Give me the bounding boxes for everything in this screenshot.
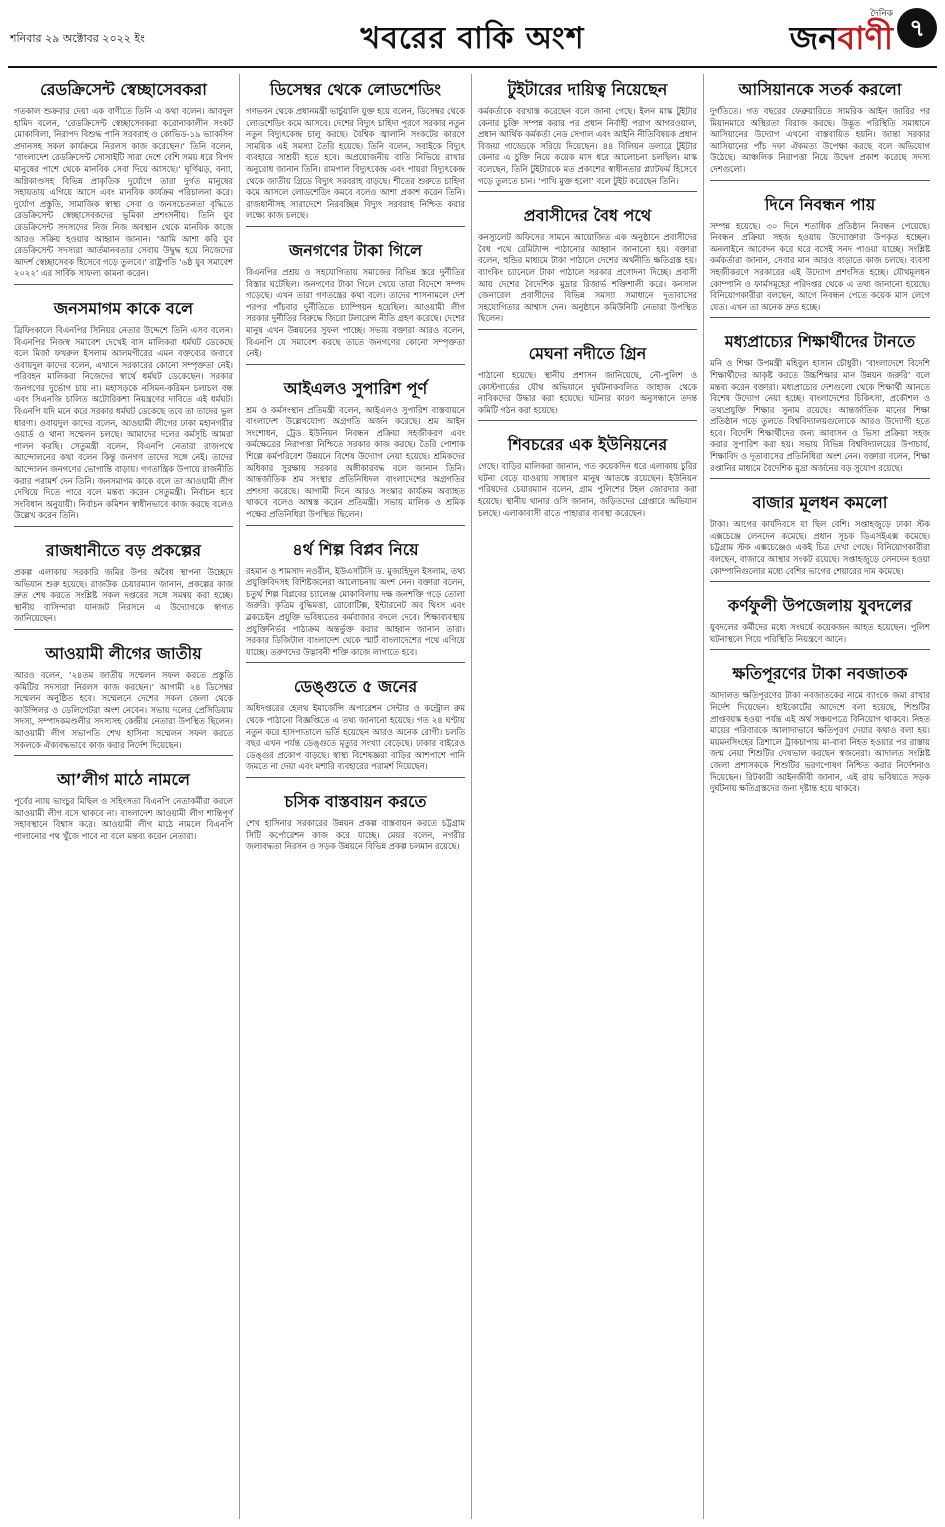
article-body: গণভবন থেকে প্রধানমন্ত্রী ভার্চুয়ালি যুক্ত হয়ে বলেন, ডিসেম্বর থেকে লোডশেডিং কমে আসবে। দেশের বিদ্যুৎ চাহিদা পূরণে সরকার নতুন নতুন বিদ্যুৎকেন্দ্র চালু করছে। বৈশ্বিক জ্বালানি সংকটের কারণে সাময়িক এই সমস্যা তৈরি হয়েছে। তিনি বলেন, সবাইকে বিদ্যুৎ ব্যবহারে সাশ্রয়ী হতে হবে। অপ্রয়োজনীয় বাতি নিভিয়ে রাখার অনুরোধ জানান তিনি। রামপাল বিদ্যুৎকেন্দ্র এবং পায়রা বিদ্যুৎকেন্দ্র থেকে জাতীয় গ্রিডে বিদ্যুৎ সরবরাহ বাড়ছে। শীতের শুরুতে চাহিদা কমে আসলে লোডশেডিং কমবে বলেও আশা প্রকাশ করেন তিনি। রাজধানীসহ সারাদেশে নিরবচ্ছিন্ন বিদ্যুৎ সরবরাহ নিশ্চিত করার লক্ষ্যে কাজ চলছে। [246, 106, 465, 221]
column-4 [704, 74, 936, 1519]
article-headline[interactable]: বাজার মূলধন কমলো [752, 493, 888, 513]
article [710, 74, 930, 181]
header-rule [8, 66, 937, 68]
article [246, 534, 465, 664]
article-body: আরও বলেন, ‘২৪তম জাতীয় সম্মেলন সফল করতে প্রস্তুতি কমিটির সদস্যরা নিরলস কাজ করছেন।’ আগামী ২৪ ডিসেম্বর সম্মেলন অনুষ্ঠিত হবে। সম্মেলনে দেশের সকল জেলা থেকে কাউন্সিলর ও ডেলিগেটরা অংশ নেবেন। সভায় দলের প্রেসিডিয়াম সদস্য, সম্পাদকমণ্ডলীর সদস্যসহ কেন্দ্রীয় নেতারা উপস্থিত ছিলেন। আওয়ামী লীগ সভাপতি শেখ হাসিনা সম্মেলন সফল করতে সকলকে ঐক্যবদ্ধভাবে কাজ করার নির্দেশ দিয়েছেন। [14, 669, 233, 750]
article-divider [14, 284, 233, 285]
article [246, 373, 465, 526]
article [14, 764, 233, 842]
masthead-daily-label: দৈনিক [870, 9, 893, 19]
article-body: গতকাল শুক্রবার দেয়া এক বাণীতে তিনি এ কথা বলেন। আবদুল হামিদ বলেন, ‘রেডক্রিসেন্ট স্বেচ্ছাসেবকরা করোনাকালীন সংকট মোকাবিলা, নিরাপদ বিশুদ্ধ পানি সরবরাহ ও কোভিড-১৯ ভ্যাকসিন প্রদানসহ সকল কার্যক্রমে নিরলস কাজ করেছেন।’ তিনি বলেন, ‘বাংলাদেশ রেডক্রিসেন্ট সোসাইটি সারা দেশে বেশি সময় ধরে বিপদ মানুষের পাশে থেকে মানবিক সেবা দিয়ে আসছে।’ ঘূর্ণিঝড়, বন্যা, অগ্নিকাণ্ডসহ বিভিন্ন প্রাকৃতিক দুর্যোগে তারা দুর্গত মানুষের সহায়তায় এগিয়ে আসে এবং মানবিক কার্যক্রম পরিচালনা করে। দুর্যোগ প্রস্তুতি, সামাজিক স্বাস্থ্য সেবা ও জনসচেতনতা বৃদ্ধিতে রেডক্রিসেন্ট স্বেচ্ছাসেবকদের ভূমিকা প্রশংসনীয়। তিনি যুব রেডক্রিসেন্ট সদস্যদের নিজ নিজ অবস্থান থেকে মানবিক কাজে আরও সক্রিয় হওয়ার আহ্বান জানান। ‘আমি আশা করি যুব রেডক্রিসেন্ট সদস্যরা আর্তমানবতার সেবায় উদ্বুদ্ধ হয়ে নিজেদের আদর্শ স্বেচ্ছাসেবক হিসেবে গড়ে তুলবে।’ রাষ্ট্রপতি ‘৬ষ্ঠ যুব সমাবেশ ২০২২’ এর সার্বিক সাফল্য কামনা করেন। [14, 106, 233, 279]
article-body: আদালত ক্ষতিপূরণের টাকা নবজাতকের নামে ব্যাংকে জমা রাখার নির্দেশ দিয়েছেন। হাইকোর্টের আদেশে বলা হয়েছে, শিশুটির প্রাপ্তবয়স্ক হওয়া পর্যন্ত এই অর্থ সঞ্চয়পত্রে বিনিয়োগ থাকবে। নিহত মায়ের পরিবারকে আলাদাভাবে ক্ষতিপূরণ দেয়ার কথাও বলা হয়। ময়মনসিংহের ত্রিশালে ট্রাকচাপায় মা-বাবা নিহত হওয়ার পর রাস্তায় জন্ম নেয়া শিশুটির দেখভাল করছেন স্বজনেরা। আদালত সংশ্লিষ্ট জেলা প্রশাসককে শিশুটির ভরণপোষণ নিশ্চিত করার নির্দেশনাও দিয়েছেন। রিটকারী আইনজীবী জানান, এই রায় ভবিষ্যতে সড়ক দুর্ঘটনায় ক্ষতিগ্রস্তদের জন্য দৃষ্টান্ত হয়ে থাকবে। [710, 690, 930, 794]
article [478, 338, 697, 421]
article-divider [246, 777, 465, 778]
article-columns [8, 74, 937, 1519]
article-body: যুবদলের কর্মীদের মধ্যে সংঘর্ষে কয়েকজন আহত হয়েছেন। পুলিশ ঘটনাস্থলে গিয়ে পরিস্থিতি নিয়ন্ত্রণে আনে। [710, 622, 930, 644]
article-headline[interactable]: জনসমাগম কাকে বলে [53, 298, 194, 318]
article-divider [478, 329, 697, 330]
article-divider [14, 526, 233, 527]
article-headline[interactable]: রাজধানীতে বড় প্রকল্পের [45, 541, 202, 560]
article-body: সম্পন্ন হয়েছে। ৩০ দিনে শতাধিক প্রতিষ্ঠান নিবন্ধন পেয়েছে। নিবন্ধন প্রক্রিয়া সহজ হওয়ায় উদ্যোক্তারা উপকৃত হচ্ছেন। অনলাইনে আবেদন করে ঘরে বসেই সনদ পাওয়া যাচ্ছে। সংশ্লিষ্ট কর্মকর্তারা জানান, সেবার মান আরও বাড়াতে কাজ চলছে। ব্যবসা সহজীকরণে সরকারের এই উদ্যোগ প্রশংসিত হচ্ছে। যৌথমূলধন কোম্পানি ও ফার্মসমূহের পরিদপ্তর থেকে এ তথ্য জানানো হয়েছে। বিনিয়োগকারীরা বলছেন, আগে নিবন্ধন পেতে কয়েক মাস লেগে যেত। এখন তা অনেক দ্রুত হচ্ছে। [710, 220, 930, 312]
article-divider [14, 629, 233, 630]
article [710, 189, 930, 319]
article-headline[interactable]: ডেঙ্গুতে ৫ জনের [293, 677, 418, 697]
article-headline[interactable]: মেঘনা নদীতে গ্রিন [528, 343, 647, 363]
article-body: রহমান ও শামসাদ নওরীন, ইউএসটিসি ড. মুজাহিদুল ইসলাম, তথ্য প্রযুক্তিবিদসহ বিশিষ্টজনেরা আলোচনায় অংশ নেন। বক্তারা বলেন, চতুর্থ শিল্প বিপ্লবের চ্যালেঞ্জ মোকাবিলায় দক্ষ জনশক্তি গড়ে তোলা জরুরি। কৃত্রিম বুদ্ধিমত্তা, রোবোটিক্স, ইন্টারনেট অব থিংস এবং ব্লকচেইন প্রযুক্তি ভবিষ্যতের কর্মবাজার বদলে দেবে। শিক্ষাব্যবস্থায় প্রযুক্তিনির্ভর পাঠ্যক্রম অন্তর্ভুক্ত করার আহ্বান জানান তারা। সরকার ডিজিটাল বাংলাদেশ থেকে স্মার্ট বাংলাদেশের পথে এগিয়ে যাচ্ছে। তরুণদের উদ্ভাবনী শক্তি কাজে লাগাতে হবে। [246, 565, 465, 657]
article-body: শ্রম ও কর্মসংস্থান প্রতিমন্ত্রী বলেন, আইএলও সুপারিশ বাস্তবায়নে বাংলাদেশ উল্লেখযোগ্য অগ্রগতি অর্জন করেছে। শ্রম আইন সংশোধন, ট্রেড ইউনিয়ন নিবন্ধন প্রক্রিয়া সহজীকরণ এবং কর্মক্ষেত্রের নিরাপত্তা নিশ্চিতে সরকার কাজ করছে। তৈরি পোশাক শিল্পে কর্মপরিবেশ উন্নয়নে বিশেষ উদ্যোগ নেয়া হয়েছে। শ্রমিকদের অধিকার সুরক্ষায় সরকার অঙ্গীকারবদ্ধ বলে জানান তিনি। আন্তর্জাতিক শ্রম সংস্থার প্রতিনিধিদল বাংলাদেশের অগ্রগতির প্রশংসা করেছে। আগামী দিনে আরও সংস্কার কার্যক্রম অব্যাহত থাকবে বলেও আশ্বস্ত করেন প্রতিমন্ত্রী। সভায় মালিক ও শ্রমিক পক্ষের প্রতিনিধিরা উপস্থিত ছিলেন। [246, 404, 465, 520]
page-header [0, 0, 945, 72]
article [710, 487, 930, 582]
article-divider [478, 191, 697, 192]
article-body: মনি ও শিক্ষা উপমন্ত্রী মহিবুল হাসান চৌধুরী। ‘বাংলাদেশে বিদেশি শিক্ষার্থীদের আকৃষ্ট করতে উচ্চশিক্ষার মান উন্নয়ন জরুরি’ বলে মন্তব্য করেন বক্তারা। মধ্যপ্রাচ্যের দেশগুলো থেকে শিক্ষার্থী আনতে বিশেষ উদ্যোগ নেয়া হচ্ছে। বাংলাদেশের চিকিৎসা, প্রকৌশল ও তথ্যপ্রযুক্তি শিক্ষার সুনাম রয়েছে। আন্তর্জাতিক মানের শিক্ষা প্রতিষ্ঠান গড়ে তুলতে বিশ্ববিদ্যালয়গুলোকে আরও উদ্যোগী হতে হবে। বিদেশি শিক্ষার্থীদের জন্য আবাসন ও ভিসা প্রক্রিয়া সহজ করার সুপারিশ করা হয়। সভায় বিভিন্ন বিশ্ববিদ্যালয়ের উপাচার্য, শিক্ষাবিদ ও দূতাবাসের প্রতিনিধিরা অংশ নেন। বক্তারা বলেন, শিক্ষা রপ্তানির মাধ্যমে বৈদেশিক মুদ্রা অর্জনের বড় সুযোগ রয়েছে। [710, 358, 930, 473]
article-headline[interactable]: টুইটারের দায়িত্ব নিয়েছেন [507, 80, 668, 99]
article-body: শেখ হাসিনার সরকারের উন্নয়ন প্রকল্প বাস্তবায়ন করতে চট্টগ্রাম সিটি কর্পোরেশন কাজ করে যাচ্ছে। মেয়র বলেন, নগরীর জলাবদ্ধতা নিরসন ও সড়ক উন্নয়নে বিভিন্ন প্রকল্প চলমান রয়েছে। [246, 817, 465, 852]
page-number-badge: ৭ [897, 8, 937, 48]
article [246, 235, 465, 365]
article-divider [246, 226, 465, 227]
article-body: কনস্যুলেট অফিসের সামনে আয়োজিত এক অনুষ্ঠানে প্রবাসীদের বৈধ পথে রেমিট্যান্স পাঠানোর আহ্বান জানানো হয়। বক্তারা বলেন, হুন্ডির মাধ্যমে টাকা পাঠালে দেশের অর্থনীতি ক্ষতিগ্রস্ত হয়। ব্যাংকিং চ্যানেলে টাকা পাঠালে সরকার প্রণোদনা দিচ্ছে। প্রবাসী আয় দেশের বৈদেশিক মুদ্রার রিজার্ভ শক্তিশালী করে। কনসাল জেনারেল প্রবাসীদের বিভিন্ন সমস্যা সমাধানে দূতাবাসের সহযোগিতার আশ্বাস দেন। অনুষ্ঠানে কমিউনিটি নেতারা উপস্থিত ছিলেন। [478, 232, 697, 324]
article-divider [710, 180, 930, 181]
article [246, 74, 465, 227]
article [478, 74, 697, 192]
article-headline[interactable]: আওয়ামী লীগের জাতীয় [45, 643, 202, 663]
section-title: খবরের বাকি অংশ [360, 21, 585, 56]
article-divider [710, 478, 930, 479]
article [14, 638, 233, 756]
article-headline[interactable]: চসিক বাস্তবায়ন করতে [284, 791, 427, 811]
article-body: টাকা। আগের কার্যদিবসে যা ছিল বেশি। সপ্তাহজুড়ে ঢাকা স্টক এক্সচেঞ্জে লেনদেন কমেছে। প্রধান সূচক ডিএসইএক্স কমেছে। চট্টগ্রাম স্টক এক্সচেঞ্জেও একই চিত্র দেখা গেছে। বিনিয়োগকারীরা বলছেন, বাজারে আস্থার সংকট রয়েছে। সপ্তাহজুড়ে লেনদেন হওয়া কোম্পানিগুলোর মধ্যে বেশির ভাগের শেয়ারের দাম কমেছে। [710, 519, 930, 576]
article [246, 786, 465, 853]
column-3 [472, 74, 704, 1519]
article-headline[interactable]: ৪র্থ শিল্প বিপ্লব নিয়ে [292, 539, 419, 559]
article-headline[interactable]: আইএলও সুপারিশ পূর্ণ [283, 378, 428, 398]
article [710, 590, 930, 650]
article-body: দুর্গতিতে। গত বছরের ফেব্রুয়ারিতে সামরিক আইন জারির পর মিয়ানমারে অস্থিরতা বিরাজ করছে। উদ্ভূত পরিস্থিতি সমাধানে আসিয়ানের উদ্যোগ এখনো বাস্তবায়িত হয়নি। জান্তা সরকার আসিয়ানের পাঁচ দফা ঐকমত্য উপেক্ষা করছে বলে অভিযোগ উঠেছে। আঞ্চলিক নিরাপত্তা নিয়ে উদ্বেগ প্রকাশ করেছে সদস্য দেশগুলো। [710, 106, 930, 174]
article-headline[interactable]: কর্ণফুলী উপজেলায় যুবদলের [728, 596, 912, 616]
article [710, 658, 930, 794]
article [14, 74, 233, 285]
article-body: অধিদপ্তরের হেলথ ইমার্জেন্সি অপারেশন সেন্টার ও কন্ট্রোল রুম থেকে পাঠানো বিজ্ঞপ্তিতে এ তথ্য জানানো হয়েছে। গত ২৪ ঘণ্টায় নতুন করে হাসপাতালে ভর্তি হয়েছেন আরও অনেক রোগী। চলতি বছর এখন পর্যন্ত ডেঙ্গুতে মৃত্যুর সংখ্যা বেড়েছে। ঢাকার বাইরেও ডেঙ্গুর প্রকোপ বাড়ছে। স্বাস্থ্য বিশেষজ্ঞরা বাড়ির আশপাশে পানি জমতে না দেয়া এবং মশারি ব্যবহারের পরামর্শ দিয়েছেন। [246, 703, 465, 772]
article-headline[interactable]: শিবচরের এক ইউনিয়নের [507, 435, 668, 455]
column-1 [8, 74, 240, 1519]
article-body: প্রকল্প এলাকায় সরকারি জমির উপর অবৈধ স্থাপনা উচ্ছেদে অভিযান শুরু হয়েছে। রাজউক চেয়ারম্যান জানান, প্রকল্পের কাজ দ্রুত শেষ করতে সংশ্লিষ্ট সকল দপ্তরের সঙ্গে সমন্বয় করা হচ্ছে। স্থানীয় বাসিন্দারা যানজট নিরসনে এ উদ্যোগকে স্বাগত জানিয়েছেন। [14, 567, 233, 624]
article-headline[interactable]: মধ্যপ্রাচ্যের শিক্ষার্থীদের টানতে [724, 332, 916, 352]
newspaper-masthead [790, 6, 893, 55]
article-body: পাঠানো হয়েছে। স্থানীয় প্রশাসন জানিয়েছে, নৌ-পুলিশ ও কোস্টগার্ডের যৌথ অভিযানে দুর্ঘটনাকবলিত জাহাজ থেকে নাবিকদের উদ্ধার করা হয়েছে। ঘটনার কারণ অনুসন্ধানে তদন্ত কমিটি গঠন করা হয়েছে। [478, 369, 697, 415]
article-body: কর্মকর্তাকে বরখাস্ত করেছেন বলে জানা গেছে। ইলন মাস্ক টুইটার কেনার চুক্তি সম্পন্ন করার পর প্রধান নির্বাহী পরাগ আগরওয়াল, প্রধান আর্থিক কর্মকর্তা নেড সেগাল এবং আইনি নীতিবিষয়ক প্রধান বিজয়া গাড্ডেকে সরিয়ে দিয়েছেন। ৪৪ বিলিয়ন ডলারে টুইটার কেনার এ চুক্তি নিয়ে কয়েক মাস ধরে আলোচনা চলছিল। মাস্ক বলেছেন, তিনি টুইটারকে মত প্রকাশের স্বাধীনতার প্ল্যাটফর্ম হিসেবে গড়ে তুলতে চান। ‘পাখি মুক্ত হলো’ বলে টুইট করেছেন তিনি। [478, 106, 697, 186]
article [478, 200, 697, 330]
masthead-logo-part-b: বাণী [837, 19, 893, 57]
article-divider [710, 317, 930, 318]
article-divider [478, 420, 697, 421]
article-divider [246, 662, 465, 663]
article-headline[interactable]: ডিসেম্বর থেকে লোডশেডিং [269, 80, 442, 99]
article-headline[interactable]: ক্ষতিপূরণের টাকা নবজাতক [732, 664, 908, 684]
article-headline[interactable]: রেডক্রিসেন্ট স্বেচ্ছাসেবকরা [40, 80, 207, 99]
article-headline[interactable]: আ’লীগ মাঠে নামলে [57, 770, 190, 790]
article-body: গেছে। বাড়ির মালিকরা জানান, গত কয়েকদিন ধরে এলাকায় চুরির ঘটনা বেড়ে যাওয়ায় সাধারণ মানুষ আতঙ্কে রয়েছেন। ইউনিয়ন পরিষদের চেয়ারম্যান বলেন, গ্রাম পুলিশের টহল জোরদার করা হয়েছে। স্থানীয় থানার ওসি জানান, জড়িতদের গ্রেপ্তারে অভিযান চলছে। এলাকাবাসী রাতে পাহারার ব্যবস্থা করেছেন। [478, 461, 697, 518]
masthead-logo [790, 19, 893, 57]
article-divider [710, 649, 930, 650]
article-body: ব্রিফিংকালে বিএনপির সিনিয়র নেতার উদ্দেশে তিনি এসব বলেন। বিএনপির নিজস্ব সমাবেশ দেখেই বাস মালিকরা ধর্মঘট ডেকেছে বলে মির্জা ফখরুল ইসলাম আলমগীরের এমন বক্তব্যের জবাবে ওবায়দুল কাদের বলেন, এখানে সরকারের কোনো সম্পৃক্ততা নেই। পরিবহন মালিকরা নিজেদের স্বার্থে ধর্মঘট ডেকেছেন। সরকার জনগণের দুর্ভোগ চায় না। মহাসড়কে নসিমন-করিমন চলাচল বন্ধ এবং সিএনজি চালিত অটোরিকশা নিয়ন্ত্রণের দাবিতে এই ধর্মঘট। বিএনপি যদি মনে করে সরকার ধর্মঘট ডেকেছে তবে তা তাদের ভুল ধারণা। ওবায়দুল কাদের বলেন, আওয়ামী লীগের ঢাকা মহানগরীর ওয়ার্ড ও থানা সম্মেলন চলছে। আমাদের দলের কর্মসূচি আমরা পালন করছি। সেতুমন্ত্রী বলেন, বিএনপি নেতারা রাজপথে আন্দোলনের কথা বলেন কিন্তু জনগণ তাদের সঙ্গে নেই। তাদের আন্দোলন জনগণের ভোগান্তি বাড়ায়। গণতান্ত্রিক উপায়ে রাজনীতি করার পরামর্শ দেন তিনি। জনসমাগম কাকে বলে তা আওয়ামী লীগ দেখিয়ে দিতে পারে বলে মন্তব্য করেন সেতুমন্ত্রী। নির্বাচন হবে সংবিধান অনুযায়ী। নির্বাচন কমিশন স্বাধীনভাবে কাজ করছে বলেও উল্লেখ করেন তিনি। [14, 324, 233, 521]
column-2 [240, 74, 472, 1519]
article [14, 535, 233, 630]
article-headline[interactable]: দিনে নিবন্ধন পায় [764, 194, 876, 214]
issue-date: শনিবার ২৯ অক্টোবর ২০২২ ইং [10, 32, 145, 45]
article-divider [710, 581, 930, 582]
article [710, 326, 930, 479]
masthead-logo-part-a: জন [789, 19, 838, 57]
article-body: পূর্বের ন্যায় ভাংচুর মিছিল ও সহিংসতা বিএনপি নেতাকর্মীরা করলে আওয়ামী লীগ বসে থাকবে না। বাংলাদেশ আওয়ামী লীগ শান্তিপূর্ণ সহাবস্থানে বিশ্বাস করে। আওয়ামী লীগ মাঠে নামলে বিএনপি পালানোর পথ খুঁজে পাবে না বলে মন্তব্য করেন নেতারা। [14, 796, 233, 841]
article-body: বিএনপির প্রশ্রয় ও সহযোগিতায় সমাজের বিভিন্ন স্তরে দুর্নীতির বিস্তার ঘটেছিল। জনগণের টাকা গিলে খেয়ে তারা বিদেশে সম্পদ গড়েছে। এখন তারা গণতন্ত্রের কথা বলে। তাদের শাসনামলে দেশ পরপর পাঁচবার দুর্নীতিতে চ্যাম্পিয়ন হয়েছিল। আওয়ামী লীগ সরকার দুর্নীতির বিরুদ্ধে জিরো টলারেন্স নীতি গ্রহণ করেছে। দেশের মানুষ এখন উন্নয়নের সুফল পাচ্ছে। সভায় বক্তারা আরও বলেন, বিএনপি যে সমাবেশ করছে তাতে জনগণের কোনো সম্পৃক্ততা নেই। [246, 266, 465, 359]
article-divider [14, 755, 233, 756]
article [478, 429, 697, 519]
article [14, 293, 233, 527]
article-divider [246, 364, 465, 365]
article-divider [246, 525, 465, 526]
article-headline[interactable]: জনগণের টাকা গিলে [288, 240, 422, 260]
article-headline[interactable]: প্রবাসীদের বৈধ পথে [523, 206, 652, 226]
article [246, 671, 465, 778]
article-headline[interactable]: আসিয়ানকে সতর্ক করলো [738, 80, 902, 99]
